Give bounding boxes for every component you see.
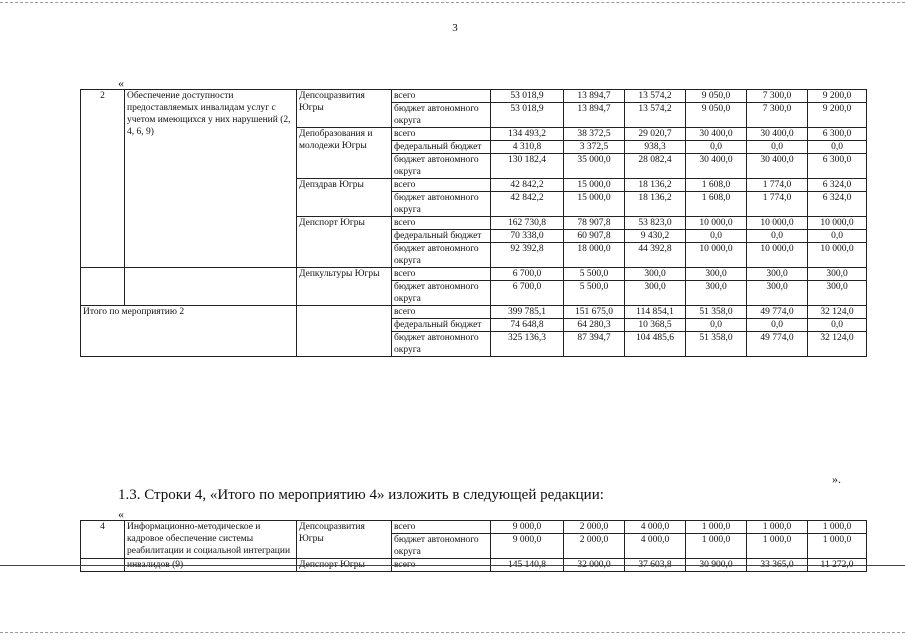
source-cell: бюджет автономного округа [392,534,491,559]
y1-cell: 15 000,0 [564,192,625,217]
page-bottom-edge [0,632,905,633]
executor-cell: Депсоцразвития Югры [297,90,392,128]
y3-cell: 51 358,0 [686,332,747,357]
source-cell: бюджет автономного округа [392,192,491,217]
y1-cell: 18 000,0 [564,243,625,268]
y2-cell: 300,0 [625,268,686,281]
total-cell: 70 338,0 [491,230,564,243]
y3-cell: 9 050,0 [686,90,747,103]
source-cell: федеральный бюджет [392,230,491,243]
y5-cell: 0,0 [808,141,867,154]
y3-cell: 30 900,0 [686,559,747,572]
y4-cell: 49 774,0 [747,332,808,357]
table-row [81,90,867,103]
source-cell: бюджет автономного округа [392,154,491,179]
y3-cell: 0,0 [686,319,747,332]
y1-cell: 15 000,0 [564,179,625,192]
y3-cell: 0,0 [686,230,747,243]
y2-cell: 18 136,2 [625,179,686,192]
y3-cell: 300,0 [686,281,747,306]
y2-cell: 44 392,8 [625,243,686,268]
y3-cell: 30 400,0 [686,128,747,141]
y4-cell: 300,0 [747,281,808,306]
y3-cell: 51 358,0 [686,306,747,319]
total-cell: 53 018,9 [491,90,564,103]
y1-cell: 38 372,5 [564,128,625,141]
activity-cell: Обеспечение доступности предоставляемых инвалидам услуг с учетом имеющихся у них нарушений (2, 4, 6, 9) [125,90,297,268]
y4-cell: 0,0 [747,230,808,243]
y3-cell: 0,0 [686,141,747,154]
y2-cell: 53 823,0 [625,217,686,230]
opening-quote-2: « [118,507,124,521]
source-cell: всего [392,217,491,230]
total-cell: 6 700,0 [491,281,564,306]
y1-cell: 87 394,7 [564,332,625,357]
y4-cell: 1 774,0 [747,179,808,192]
y1-cell: 5 500,0 [564,268,625,281]
num-cell: Итого по мероприятию 2 [81,306,297,357]
source-cell: всего [392,268,491,281]
y3-cell: 30 400,0 [686,154,747,179]
executor-cell: Депспорт Югры [297,559,392,572]
table-row [81,268,867,281]
y2-cell: 29 020,7 [625,128,686,141]
total-cell: 325 136,3 [491,332,564,357]
y5-cell: 6 324,0 [808,179,867,192]
y5-cell: 9 200,0 [808,103,867,128]
y5-cell: 32 124,0 [808,332,867,357]
executor-cell: Депобразования и молодежи Югры [297,128,392,179]
y1-cell: 35 000,0 [564,154,625,179]
table-row [81,521,867,534]
y4-cell: 49 774,0 [747,306,808,319]
y5-cell: 6 324,0 [808,192,867,217]
num-cell: 4 [81,521,125,559]
y3-cell: 1 000,0 [686,521,747,534]
y5-cell: 9 200,0 [808,90,867,103]
y4-cell: 7 300,0 [747,103,808,128]
y4-cell: 1 774,0 [747,192,808,217]
total-cell: 42 842,2 [491,192,564,217]
y5-cell: 300,0 [808,281,867,306]
y5-cell: 0,0 [808,319,867,332]
y2-cell: 938,3 [625,141,686,154]
total-cell: 53 018,9 [491,103,564,128]
y5-cell: 6 300,0 [808,154,867,179]
y4-cell: 30 400,0 [747,154,808,179]
total-cell: 4 310,8 [491,141,564,154]
y3-cell: 10 000,0 [686,243,747,268]
y2-cell: 300,0 [625,281,686,306]
y4-cell: 10 000,0 [747,243,808,268]
y2-cell: 28 082,4 [625,154,686,179]
y4-cell: 300,0 [747,268,808,281]
y3-cell: 1 608,0 [686,179,747,192]
y4-cell: 0,0 [747,141,808,154]
table-row [81,306,867,319]
y3-cell: 300,0 [686,268,747,281]
y3-cell: 1 608,0 [686,192,747,217]
y5-cell: 300,0 [808,268,867,281]
num-cell [81,268,125,306]
y1-cell: 5 500,0 [564,281,625,306]
y1-cell: 60 907,8 [564,230,625,243]
activity-cell [125,268,297,306]
total-cell: 399 785,1 [491,306,564,319]
y1-cell: 13 894,7 [564,90,625,103]
y2-cell: 37 603,8 [625,559,686,572]
num-cell: 2 [81,90,125,268]
y1-cell: 64 280,3 [564,319,625,332]
total-cell: 92 392,8 [491,243,564,268]
y5-cell: 6 300,0 [808,128,867,141]
page-break-line [0,565,905,566]
y2-cell: 9 430,2 [625,230,686,243]
total-cell: 42 842,2 [491,179,564,192]
total-cell: 162 730,8 [491,217,564,230]
total-cell: 74 648,8 [491,319,564,332]
total-cell: 9 000,0 [491,521,564,534]
total-cell: 134 493,2 [491,128,564,141]
section-heading: 1.3. Строки 4, «Итого по мероприятию 4» изложить в следующей редакции: [118,487,604,503]
y1-cell: 78 907,8 [564,217,625,230]
source-cell: федеральный бюджет [392,319,491,332]
y1-cell: 151 675,0 [564,306,625,319]
y4-cell: 30 400,0 [747,128,808,141]
y3-cell: 9 050,0 [686,103,747,128]
y5-cell: 1 000,0 [808,534,867,559]
y4-cell: 10 000,0 [747,217,808,230]
page-number: 3 [452,22,458,34]
y1-cell: 3 372,5 [564,141,625,154]
executor-cell: Депздрав Югры [297,179,392,217]
y1-cell: 2 000,0 [564,521,625,534]
y2-cell: 104 485,6 [625,332,686,357]
y5-cell: 1 000,0 [808,521,867,534]
y2-cell: 13 574,2 [625,103,686,128]
y2-cell: 18 136,2 [625,192,686,217]
y4-cell: 1 000,0 [747,521,808,534]
y4-cell: 0,0 [747,319,808,332]
y2-cell: 4 000,0 [625,521,686,534]
y4-cell: 7 300,0 [747,90,808,103]
total-cell: 9 000,0 [491,534,564,559]
source-cell: всего [392,559,491,572]
y5-cell: 10 000,0 [808,217,867,230]
opening-quote: « [118,76,124,90]
y1-cell: 2 000,0 [564,534,625,559]
activity-cell: инвалидов (9) [125,559,297,572]
total-cell: 145 140,8 [491,559,564,572]
executor-cell: Депспорт Югры [297,217,392,268]
page-top-edge [0,2,905,3]
total-cell: 130 182,4 [491,154,564,179]
y2-cell: 4 000,0 [625,534,686,559]
activity-cell: Информационно-методическое и кадровое обеспечение системы реабилитации и социальной интеграции [125,521,297,559]
source-cell: всего [392,521,491,534]
closing-quote: ». [832,472,841,486]
source-cell: бюджет автономного округа [392,281,491,306]
y5-cell: 32 124,0 [808,306,867,319]
funding-table-activity-2 [80,89,867,357]
executor-cell [297,306,392,357]
source-cell: всего [392,90,491,103]
source-cell: федеральный бюджет [392,141,491,154]
y2-cell: 13 574,2 [625,90,686,103]
source-cell: бюджет автономного округа [392,103,491,128]
executor-cell: Депкультуры Югры [297,268,392,306]
y2-cell: 114 854,1 [625,306,686,319]
source-cell: всего [392,306,491,319]
y5-cell: 11 272,0 [808,559,867,572]
y1-cell: 13 894,7 [564,103,625,128]
y1-cell: 32 000,0 [564,559,625,572]
y4-cell: 1 000,0 [747,534,808,559]
y4-cell: 33 365,0 [747,559,808,572]
source-cell: бюджет автономного округа [392,243,491,268]
source-cell: всего [392,179,491,192]
y5-cell: 10 000,0 [808,243,867,268]
y5-cell: 0,0 [808,230,867,243]
source-cell: всего [392,128,491,141]
executor-cell: Депсоцразвития Югры [297,521,392,559]
y3-cell: 10 000,0 [686,217,747,230]
y2-cell: 10 368,5 [625,319,686,332]
y3-cell: 1 000,0 [686,534,747,559]
source-cell: бюджет автономного округа [392,332,491,357]
total-cell: 6 700,0 [491,268,564,281]
